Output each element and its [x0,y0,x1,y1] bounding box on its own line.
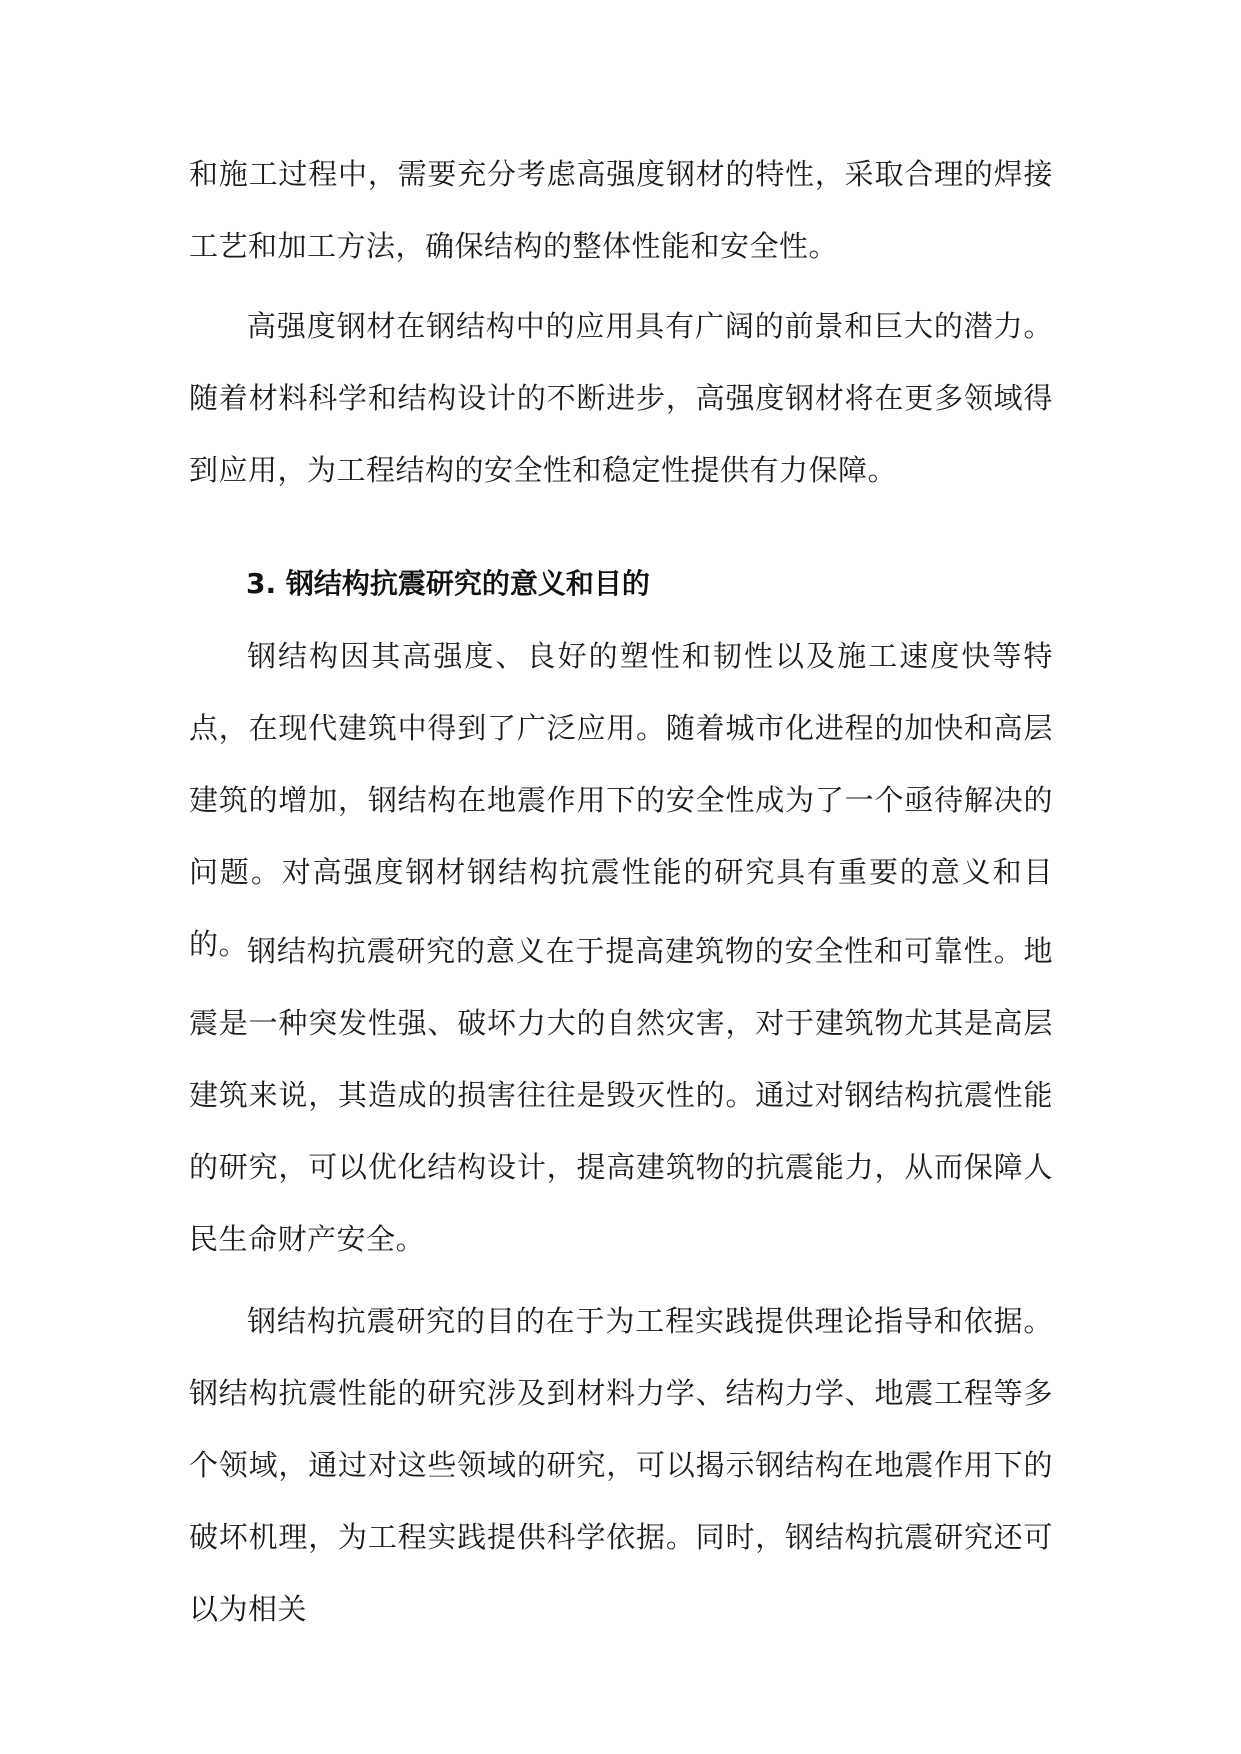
paragraph-continuation: 和施工过程中，需要充分考虑高强度钢材的特性，采取合理的焊接工艺和加工方法，确保结构的整体性能和安全性。 [189,157,1053,263]
paragraph-high-strength-steel-outlook: 高强度钢材在钢结构中的应用具有广阔的前景和巨大的潜力。随着材料科学和结构设计的不断进步，高强度钢材将在更多领域得到应用，为工程结构的安全性和稳定性提供有力保障。 [189,309,1053,487]
section-heading: 3. 钢结构抗震研究的意义和目的 [246,567,650,600]
paragraph-steel-structure-intro: 钢结构因其高强度、良好的塑性和韧性以及施工速度快等特点，在现代建筑中得到了广泛应用。随着城市化进程的加快和高层建筑的增加，钢结构在地震作用下的安全性成为了一个亟待解决的问题。对高强度钢材钢结构抗震性能的研究具有重要的意义和目的。 [189,639,1053,961]
paragraph-research-purpose: 钢结构抗震研究的目的在于为工程实践提供理论指导和依据。钢结构抗震性能的研究涉及到材料力学、结构力学、地震工程等多个领域，通过对这些领域的研究，可以揭示钢结构在地震作用下的破坏机理，为工程实践提供科学依据。同时，钢结构抗震研究还可以为相关 [189,1304,1053,1626]
paragraph-research-significance: 钢结构抗震研究的意义在于提高建筑物的安全性和可靠性。地震是一种突发性强、破坏力大的自然灾害，对于建筑物尤其是高层建筑来说，其造成的损害往往是毁灭性的。通过对钢结构抗震性能的研究，可以优化结构设计，提高建筑物的抗震能力，从而保障人民生命财产安全。 [189,934,1053,1256]
